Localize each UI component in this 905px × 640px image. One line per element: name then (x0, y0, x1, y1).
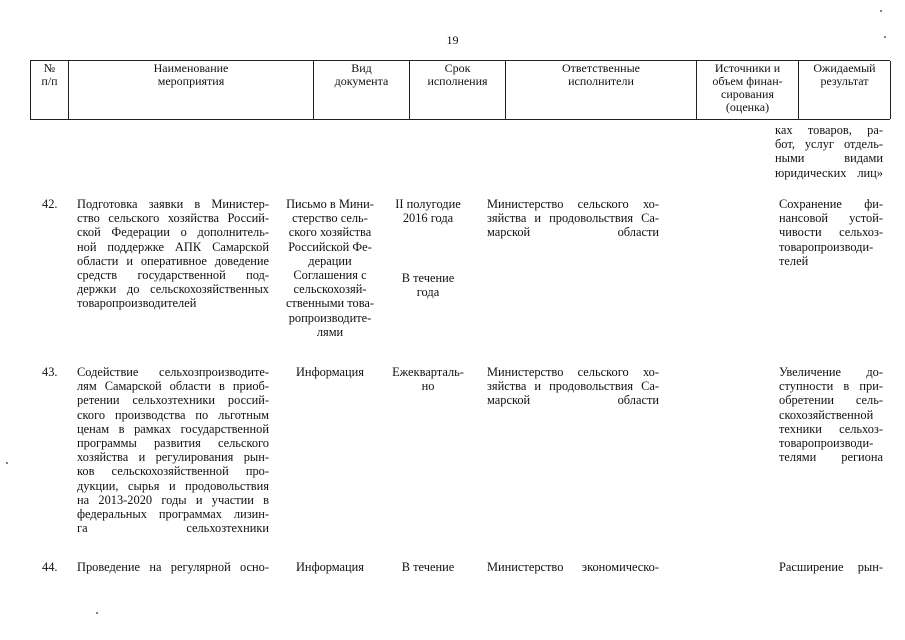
row-result: Расширение рын- (779, 560, 883, 574)
row-doc: Информация (295, 560, 365, 574)
continuation-result: ках товаров, ра- бот, услуг отдель- ными видами юридических лиц» (775, 123, 883, 180)
header-term: Срок исполнения (410, 61, 506, 119)
header-result: Ожидаемый результат (799, 61, 891, 119)
row-num: 43. (42, 365, 58, 379)
table-header (30, 60, 890, 120)
row-num: 44. (42, 560, 58, 574)
header-num: № п/п (31, 61, 69, 119)
row-name: Содействие сельхозпроизводите- лям Самарской области в приоб- ретении сельхозтехники россий- ского производства по льготным ценам в рамках государственной программы развития сельского хозяйства и регулирования рын- ков сельскохозяйственной про- дукции, сырья и продовольствия на 2013-2020 годы и участии в федеральных программах лизин- га сельхозтехники (77, 365, 269, 536)
scan-speck (884, 36, 886, 38)
row-executors: Министерство сельского хо- зяйства и продовольствия Са- марской области (487, 197, 659, 240)
header-funding: Источники и объем финан- сирования (оценка) (697, 61, 799, 119)
row-term: II полугодие 2016 года (395, 197, 461, 226)
scan-speck (880, 10, 882, 12)
header-name: Наименование мероприятия (69, 61, 314, 119)
header-executors: Ответственные исполнители (506, 61, 697, 119)
row-executors: Министерство экономическо- (487, 560, 659, 574)
row-term: В течение года (401, 271, 455, 300)
scan-speck (6, 462, 8, 464)
scan-speck (96, 612, 98, 614)
row-name: Подготовка заявки в Министер- ство сельского хозяйства Россий- ской Федерации о дополнитель- ной поддержке АПК Самарской области и оперативное доведение средств государственной под- держки до сельскохозяйственных товаропроизводителей (77, 197, 269, 311)
row-doc: Соглашения с сельскохозяй- ственными това- ропроизводите- лями (285, 268, 375, 339)
header-doc-type: Вид документа (314, 61, 410, 119)
row-num: 42. (42, 197, 58, 211)
row-result: Увеличение до- ступности в при- обретении сель- скохозяйственной техники сельхоз- товаропроизводи- телями региона (779, 365, 883, 465)
row-term: В течение (401, 560, 455, 574)
row-term: Ежекварталь- но (392, 365, 464, 394)
row-name: Проведение на регулярной осно- (77, 560, 269, 574)
page-number: 19 (446, 33, 459, 47)
row-result: Сохранение фи- нансовой устой- чивости сельхоз- товаропроизводи- телей (779, 197, 883, 268)
row-executors: Министерство сельского хо- зяйства и продовольствия Са- марской области (487, 365, 659, 408)
row-doc: Письмо в Мини- стерство сель- ского хозяйства Российской Фе- дерации (286, 197, 374, 268)
row-doc: Информация (295, 365, 365, 379)
